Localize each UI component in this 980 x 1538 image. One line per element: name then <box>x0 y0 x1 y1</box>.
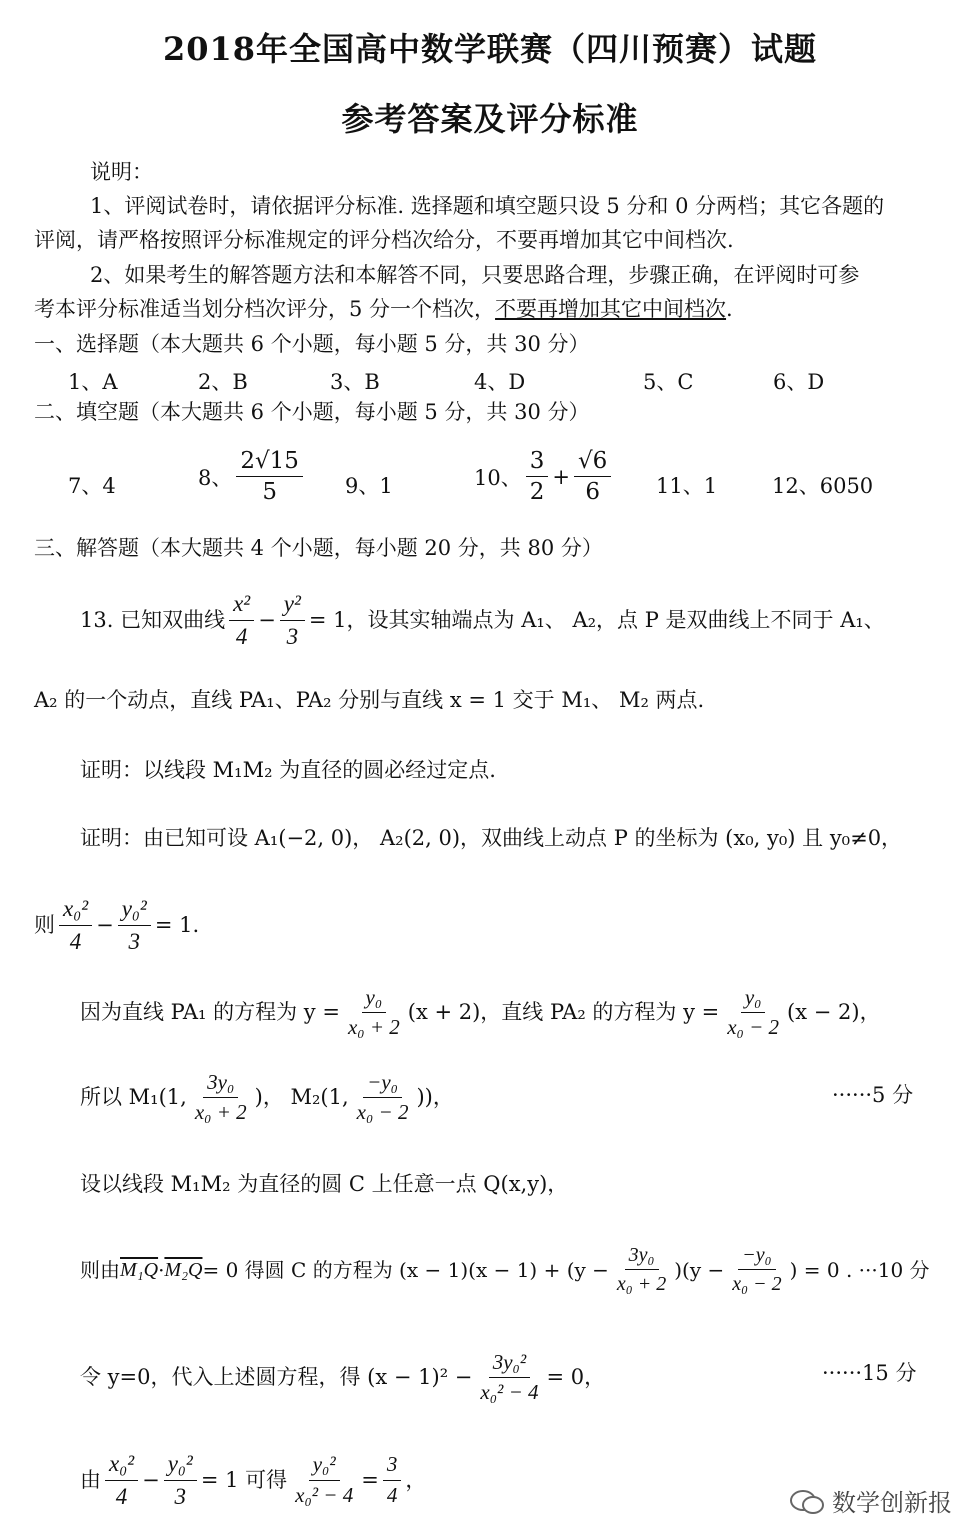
note-2a: 2、如果考生的解答题方法和本解答不同，只要思路合理，步骤正确，在评阅时可参 <box>90 263 860 287</box>
then-frac1 <box>59 895 92 955</box>
circle-setup: 设以线段 M₁M₂ 为直径的圆 C 上任意一点 Q(x,y)， <box>80 1172 569 1196</box>
m-text3: ))， <box>416 1085 454 1110</box>
fill-answer-10-label: 10、 <box>474 465 522 490</box>
doc-subtitle: 参考答案及评分标准 <box>341 100 639 138</box>
note-2b-underlined: 不要再增加其它中间档次 <box>495 297 727 321</box>
line-eq-text1: 因为直线 PA₁ 的方程为 y = <box>80 1000 340 1025</box>
fraction-denominator: x₀ − 2 <box>727 1015 780 1040</box>
fraction-denominator: 5 <box>262 479 277 505</box>
eq-frac2 <box>728 1243 785 1296</box>
mc-answer-4: 4、D <box>474 370 526 394</box>
problem13-intro: 13. 已知双曲线 <box>80 607 226 632</box>
fraction-denominator: 4 <box>115 1483 128 1509</box>
eq-text3: )(y − <box>674 1257 725 1282</box>
score-15: ······15 分 <box>822 1361 917 1385</box>
score-5: ······5 分 <box>832 1083 914 1107</box>
substitute-line <box>80 1350 605 1405</box>
note-1a: 1、评阅试卷时，请依据评分标准. 选择题和填空题只设 5 分和 0 分两档；其它各题的 <box>90 194 885 218</box>
line-eq-frac1 <box>344 985 404 1040</box>
proof-line1: 证明：由已知可设 A₁(−2, 0)， A₂(2, 0)，双曲线上动点 P 的坐标为 (x₀, y₀) 且 y₀≠0， <box>80 826 903 850</box>
minus-sign: − <box>96 912 114 937</box>
fraction-denominator: 4 <box>69 928 82 954</box>
problem13-line1 <box>80 590 885 650</box>
fill-answer-8 <box>198 448 307 505</box>
fraction-denominator: 4 <box>235 623 248 649</box>
from-text2: = 1 可得 <box>200 1467 288 1492</box>
fill-answer-11: 11、1 <box>656 474 718 498</box>
mc-answer-5: 5、C <box>643 370 694 394</box>
fraction-numerator: x² <box>229 590 254 621</box>
m-text2: )， M₂(1, <box>254 1085 349 1110</box>
fraction-denominator: x₀ − 2 <box>732 1273 782 1295</box>
minus-sign: − <box>142 1467 160 1492</box>
watermark-text: 数学创新报 <box>832 1489 952 1517</box>
prove-statement: 证明：以线段 M₁M₂ 为直径的圆必经过定点. <box>80 758 496 782</box>
fraction-numerator: −y₀ <box>363 1070 402 1098</box>
derive-line <box>80 1450 426 1510</box>
fill-answer-10-frac2 <box>574 448 611 505</box>
fraction-numerator: 3 <box>526 448 549 477</box>
line-eq-text2: (x + 2)，直线 PA₂ 的方程为 y = <box>407 1000 720 1025</box>
fill-answer-8-label: 8、 <box>198 465 233 490</box>
fraction-denominator: 3 <box>174 1483 187 1509</box>
fraction-denominator: x₀ − 2 <box>356 1100 409 1125</box>
fill-answer-7: 7、4 <box>68 474 116 498</box>
fraction-numerator: x₀² <box>105 1450 138 1481</box>
note-1b: 评阅，请严格按照评分标准规定的评分档次给分，不要再增加其它中间档次. <box>34 228 734 252</box>
eq-frac1 <box>613 1243 670 1296</box>
notes-heading: 说明： <box>90 160 153 184</box>
fraction-numerator: √6 <box>574 448 611 477</box>
proof-line2 <box>34 895 199 955</box>
then-text: 则 <box>34 912 55 937</box>
section3-heading: 三、解答题（本大题共 4 个小题，每小题 20 分，共 80 分） <box>34 536 603 560</box>
m-frac1 <box>191 1070 251 1125</box>
fill-answer-9: 9、1 <box>345 474 393 498</box>
from-text1: 由 <box>80 1467 101 1492</box>
watermark <box>790 1483 952 1518</box>
then-equals: = 1. <box>154 912 200 937</box>
problem13-rest: = 1，设其实轴端点为 A₁、 A₂，点 P 是双曲线上不同于 A₁、 <box>308 607 885 632</box>
line-eq-text3: (x − 2)， <box>787 1000 881 1025</box>
fraction-numerator: y₀² <box>118 895 151 926</box>
let-text1: 令 y=0，代入上述圆方程，得 (x − 1)² − <box>80 1365 473 1390</box>
fill-answer-8-fraction <box>236 448 303 505</box>
fraction-denominator: 3 <box>128 928 141 954</box>
fraction-denominator: 2 <box>529 479 545 505</box>
from-text3: ， <box>405 1467 427 1492</box>
fraction-numerator: y₀ <box>362 985 387 1013</box>
note-2b-end: . <box>726 297 733 321</box>
fraction-denominator: x₀ + 2 <box>616 1273 667 1295</box>
mc-answer-1: 1、A <box>68 370 118 394</box>
plus-sign: + <box>552 464 570 489</box>
doc-title: 2018年全国高中数学联赛（四川预赛）试题 <box>162 30 818 68</box>
fraction-numerator: y₀² <box>164 1450 197 1481</box>
note-2b-text: 考本评分标准适当划分档次评分，5 分一个档次， <box>34 297 496 321</box>
eq-text2: = 0 得圆 C 的方程为 (x − 1)(x − 1) + (y − <box>202 1257 609 1282</box>
from-frac1 <box>105 1450 138 1510</box>
vector-m2q: M₂Q <box>164 1258 203 1281</box>
problem13-line2: A₂ 的一个动点，直线 PA₁、PA₂ 分别与直线 x = 1 交于 M₁、 M₂ 两点. <box>34 688 705 712</box>
m-frac2 <box>353 1070 413 1125</box>
fraction-numerator: y² <box>280 590 305 621</box>
fraction-numerator: x₀² <box>59 895 92 926</box>
eq-text1: 则由 <box>80 1257 120 1282</box>
then-frac2 <box>118 895 151 955</box>
fraction-numerator: 3y₀ <box>203 1070 238 1098</box>
mc-answer-6: 6、D <box>773 370 825 394</box>
problem13-frac-y <box>280 590 305 650</box>
mc-answer-2: 2、B <box>198 370 248 394</box>
mc-answer-3: 3、B <box>330 370 380 394</box>
line-equations <box>80 985 881 1040</box>
fraction-numerator: 3 <box>383 1452 402 1480</box>
fraction-numerator: 2√15 <box>236 448 303 477</box>
wechat-icon <box>790 1488 824 1514</box>
fraction-numerator: 3y₀ <box>625 1243 659 1270</box>
vector-m1q: M₁Q <box>120 1258 159 1281</box>
fraction-numerator: y₀ <box>741 985 766 1013</box>
equals-sign: = <box>361 1467 379 1492</box>
line-eq-frac2 <box>723 985 783 1040</box>
fill-answer-12: 12、6050 <box>772 474 874 498</box>
fraction-denominator: x₀² − 4 <box>480 1380 539 1405</box>
let-frac <box>476 1350 542 1405</box>
from-frac4 <box>383 1452 402 1507</box>
fraction-denominator: x₀² − 4 <box>295 1482 354 1507</box>
minus-sign: − <box>258 607 276 632</box>
dot-operator: · <box>158 1257 165 1282</box>
circle-equation <box>80 1243 930 1296</box>
section1-heading: 一、选择题（本大题共 6 个小题，每小题 5 分，共 30 分） <box>34 332 590 356</box>
from-frac2 <box>164 1450 197 1510</box>
section2-heading: 二、填空题（本大题共 6 个小题，每小题 5 分，共 30 分） <box>34 400 590 424</box>
fill-answer-10 <box>474 448 615 505</box>
fraction-numerator: 3y₀² <box>489 1350 530 1378</box>
from-frac3 <box>291 1452 357 1507</box>
fraction-denominator: 3 <box>286 623 299 649</box>
let-text2: = 0， <box>546 1365 606 1390</box>
m-points <box>80 1070 454 1125</box>
fraction-denominator: x₀ + 2 <box>347 1015 400 1040</box>
fraction-denominator: x₀ + 2 <box>194 1100 247 1125</box>
fraction-denominator: 6 <box>585 479 600 505</box>
note-2b <box>34 297 733 322</box>
fill-answer-10-frac1 <box>526 448 549 505</box>
problem13-frac-x <box>229 590 254 650</box>
eq-text4: ) = 0 . ···10 分 <box>789 1257 930 1282</box>
fraction-numerator: y₀² <box>309 1452 340 1480</box>
m-text1: 所以 M₁(1, <box>80 1085 187 1110</box>
fraction-denominator: 4 <box>386 1482 398 1507</box>
fraction-numerator: −y₀ <box>738 1243 775 1270</box>
